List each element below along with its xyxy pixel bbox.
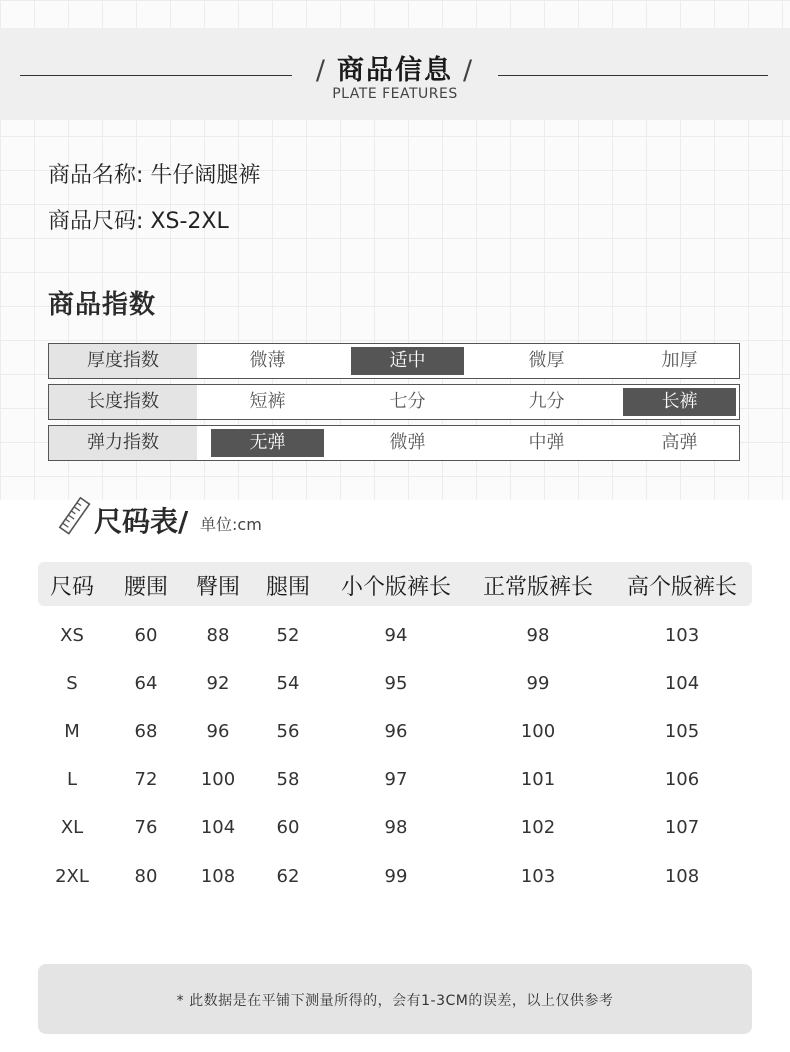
product-name-label: 商品名称: <box>48 163 144 188</box>
size-table-title: 尺码表/ <box>94 505 189 538</box>
index-option: 微弹 <box>389 432 426 453</box>
index-row-label: 弹力指数 <box>49 426 197 460</box>
table-cell: 2XL <box>55 866 89 887</box>
table-header-cell: 高个版裤长 <box>626 575 737 600</box>
table-cell: 68 <box>134 721 158 742</box>
table-cell: 64 <box>134 673 158 694</box>
table-cell: 100 <box>520 721 556 742</box>
table-cell: S <box>66 673 78 694</box>
index-option: 微厚 <box>528 350 565 371</box>
index-option: 高弹 <box>661 432 698 453</box>
index-option-selected: 无弹 <box>211 429 324 457</box>
footer-note: * 此数据是在平铺下测量所得的，会有1-3CM的误差，以上仅供参考 <box>176 993 614 1009</box>
index-option: 加厚 <box>661 350 698 371</box>
table-cell: 60 <box>134 625 158 646</box>
table-cell: 107 <box>664 817 700 838</box>
table-header-cell: 腰围 <box>123 575 168 600</box>
index-row-label: 厚度指数 <box>49 344 197 378</box>
table-header-cell: 正常版裤长 <box>482 575 593 600</box>
table-cell: M <box>64 721 80 742</box>
product-name-value: 牛仔阔腿裤 <box>150 163 261 188</box>
index-option: 七分 <box>389 391 426 412</box>
size-table-unit: 单位:cm <box>200 515 262 534</box>
table-cell: XL <box>60 817 84 838</box>
table-cell: 58 <box>276 769 300 790</box>
table-cell: 104 <box>200 817 236 838</box>
table-cell: 72 <box>134 769 158 790</box>
title-slash-left: / <box>315 55 327 86</box>
table-cell: 80 <box>134 866 158 887</box>
table-header-cell: 臀围 <box>195 575 240 600</box>
page-title <box>0 48 790 87</box>
table-cell: 95 <box>384 673 408 694</box>
index-row <box>48 343 740 379</box>
index-option: 九分 <box>528 391 565 412</box>
table-cell: 102 <box>520 817 556 838</box>
table-cell: 60 <box>276 817 300 838</box>
table-header-cell: 尺码 <box>49 575 94 600</box>
table-cell: 97 <box>384 769 408 790</box>
product-size-label: 商品尺码: <box>48 209 144 234</box>
ruler-icon <box>58 496 92 536</box>
table-cell: 103 <box>520 866 556 887</box>
index-section-title: 商品指数 <box>48 290 157 320</box>
table-cell: 96 <box>206 721 230 742</box>
table-cell: 99 <box>384 866 408 887</box>
index-row <box>48 425 740 461</box>
table-cell: XS <box>60 625 84 646</box>
table-header-cell: 小个版裤长 <box>340 575 451 600</box>
table-cell: 100 <box>200 769 236 790</box>
index-option: 短裤 <box>249 391 286 412</box>
title-slash-right: / <box>463 55 475 86</box>
table-cell: 106 <box>664 769 700 790</box>
product-size-line <box>48 204 229 235</box>
table-cell: 76 <box>134 817 158 838</box>
table-cell: 99 <box>526 673 550 694</box>
table-cell: 105 <box>664 721 700 742</box>
index-option: 微薄 <box>249 350 286 371</box>
table-cell: 108 <box>664 866 700 887</box>
table-cell: 103 <box>664 625 700 646</box>
title-text: 商品信息 <box>337 55 453 86</box>
index-option-selected: 长裤 <box>623 388 736 416</box>
product-name-line <box>48 158 260 189</box>
page-subtitle: PLATE FEATURES <box>332 86 458 102</box>
table-cell: 98 <box>526 625 550 646</box>
table-cell: 52 <box>276 625 300 646</box>
table-cell: 98 <box>384 817 408 838</box>
table-cell: 88 <box>206 625 230 646</box>
index-option-selected: 适中 <box>351 347 464 375</box>
table-cell: 101 <box>520 769 556 790</box>
table-cell: 56 <box>276 721 300 742</box>
table-cell: 104 <box>664 673 700 694</box>
table-cell: 92 <box>206 673 230 694</box>
index-row <box>48 384 740 420</box>
table-cell: 94 <box>384 625 408 646</box>
index-option: 中弹 <box>528 432 565 453</box>
table-cell: 108 <box>200 866 236 887</box>
table-cell: 54 <box>276 673 300 694</box>
table-header-cell: 腿围 <box>265 575 310 600</box>
product-size-value: XS-2XL <box>150 209 229 234</box>
table-cell: 96 <box>384 721 408 742</box>
table-cell: L <box>66 769 78 790</box>
table-cell: 62 <box>276 866 300 887</box>
index-row-label: 长度指数 <box>49 385 197 419</box>
